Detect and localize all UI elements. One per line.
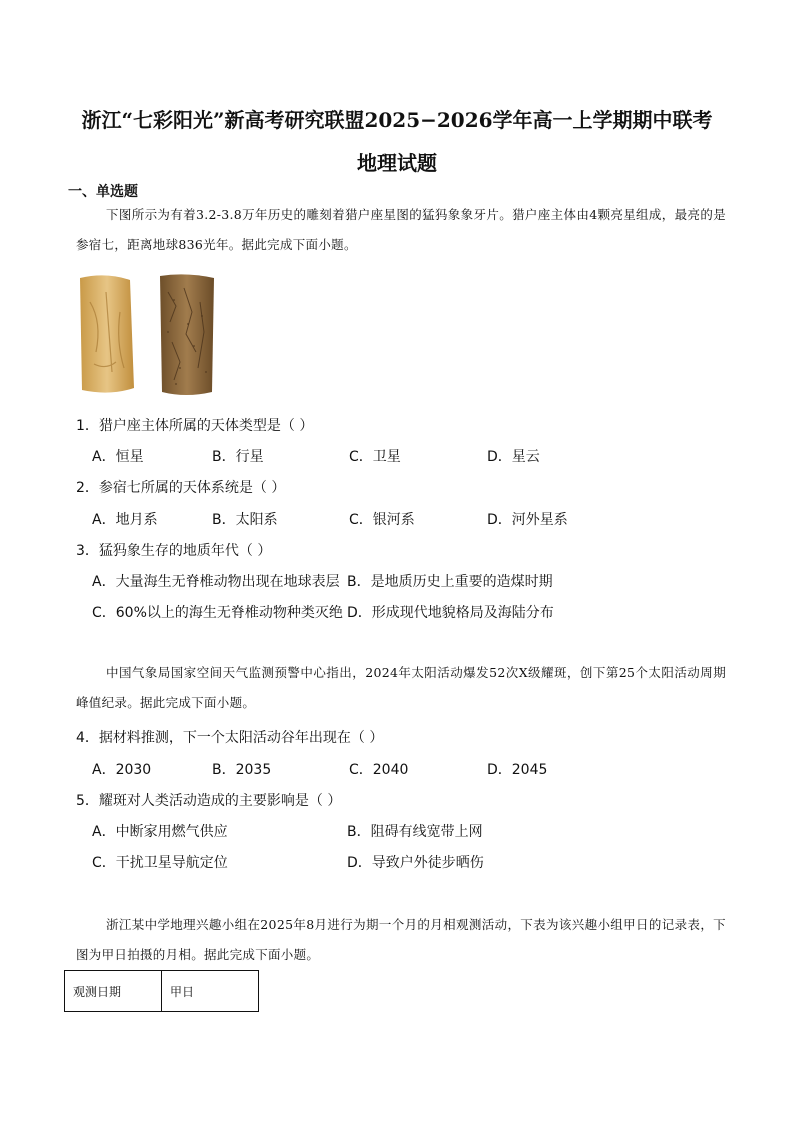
q4-option-a: A．2030 bbox=[92, 762, 152, 778]
question-5: 5．耀斑对人类活动造成的主要影响是（ ） bbox=[76, 793, 342, 809]
q2-option-b: B．太阳系 bbox=[212, 512, 278, 528]
table-row bbox=[65, 971, 259, 1012]
q3-option-c: C．60%以上的海生无脊椎动物种类灭绝 bbox=[92, 605, 343, 621]
material-paragraph-3: 浙江某中学地理兴趣小组在2025年8月进行为期一个月的月相观测活动，下表为该兴趣小组甲日的记录表，下图为甲日拍摄的月相。据此完成下面小题。 bbox=[76, 917, 726, 962]
q2-option-d: D．河外星系 bbox=[487, 512, 568, 528]
q2-option-c: C．银河系 bbox=[349, 512, 415, 528]
question-2: 2．参宿七所属的天体系统是（ ） bbox=[76, 480, 286, 496]
q2-option-a: A．地月系 bbox=[92, 512, 158, 528]
q4-option-d: D．2045 bbox=[487, 762, 548, 778]
q5-option-b: B．阻碍有线宽带上网 bbox=[347, 824, 483, 840]
q3-option-b: B．是地质历史上重要的造煤时期 bbox=[347, 574, 553, 590]
question-1: 1．猎户座主体所属的天体类型是（ ） bbox=[76, 418, 314, 434]
q3-option-d: D．形成现代地貌格局及海陆分布 bbox=[347, 605, 554, 621]
q4-option-b: B．2035 bbox=[212, 762, 272, 778]
q3-option-a: A．大量海生无脊椎动物出现在地球表层 bbox=[92, 574, 340, 590]
section-heading: 一、单选题 bbox=[68, 184, 138, 200]
q5-option-c: C．干扰卫星导航定位 bbox=[92, 855, 228, 871]
page-subtitle: 地理试题 bbox=[357, 151, 437, 175]
q5-option-a: A．中断家用燃气供应 bbox=[92, 824, 228, 840]
question-3: 3．猛犸象生存的地质年代（ ） bbox=[76, 543, 272, 559]
table-cell-day-jia: 甲日 bbox=[162, 971, 259, 1012]
q1-option-d: D．星云 bbox=[487, 449, 540, 465]
page-title: 浙江“七彩阳光”新高考研究联盟2025−2026学年高一上学期期中联考 bbox=[81, 108, 713, 132]
q4-option-c: C．2040 bbox=[349, 762, 409, 778]
q1-option-c: C．卫星 bbox=[349, 449, 401, 465]
mammoth-ivory-figure bbox=[76, 272, 218, 398]
material-paragraph-1: 下图所示为有着3.2-3.8万年历史的雕刻着猎户座星图的猛犸象象牙片。猎户座主体由4颗亮星组成，最亮的是参宿七，距离地球836光年。据此完成下面小题。 bbox=[76, 207, 726, 252]
q5-option-d: D．导致户外徒步晒伤 bbox=[347, 855, 484, 871]
q1-option-b: B．行星 bbox=[212, 449, 264, 465]
q1-option-a: A．恒星 bbox=[92, 449, 144, 465]
question-4: 4．据材料推测，下一个太阳活动谷年出现在（ ） bbox=[76, 730, 384, 746]
material-paragraph-2: 中国气象局国家空间天气监测预警中心指出，2024年太阳活动爆发52次X级耀斑，创下第25个太阳活动周期峰值纪录。据此完成下面小题。 bbox=[76, 665, 726, 710]
observation-record-table bbox=[64, 970, 259, 1012]
ivory-tablet-image bbox=[76, 272, 218, 398]
table-cell-observation-date: 观测日期 bbox=[65, 971, 162, 1012]
